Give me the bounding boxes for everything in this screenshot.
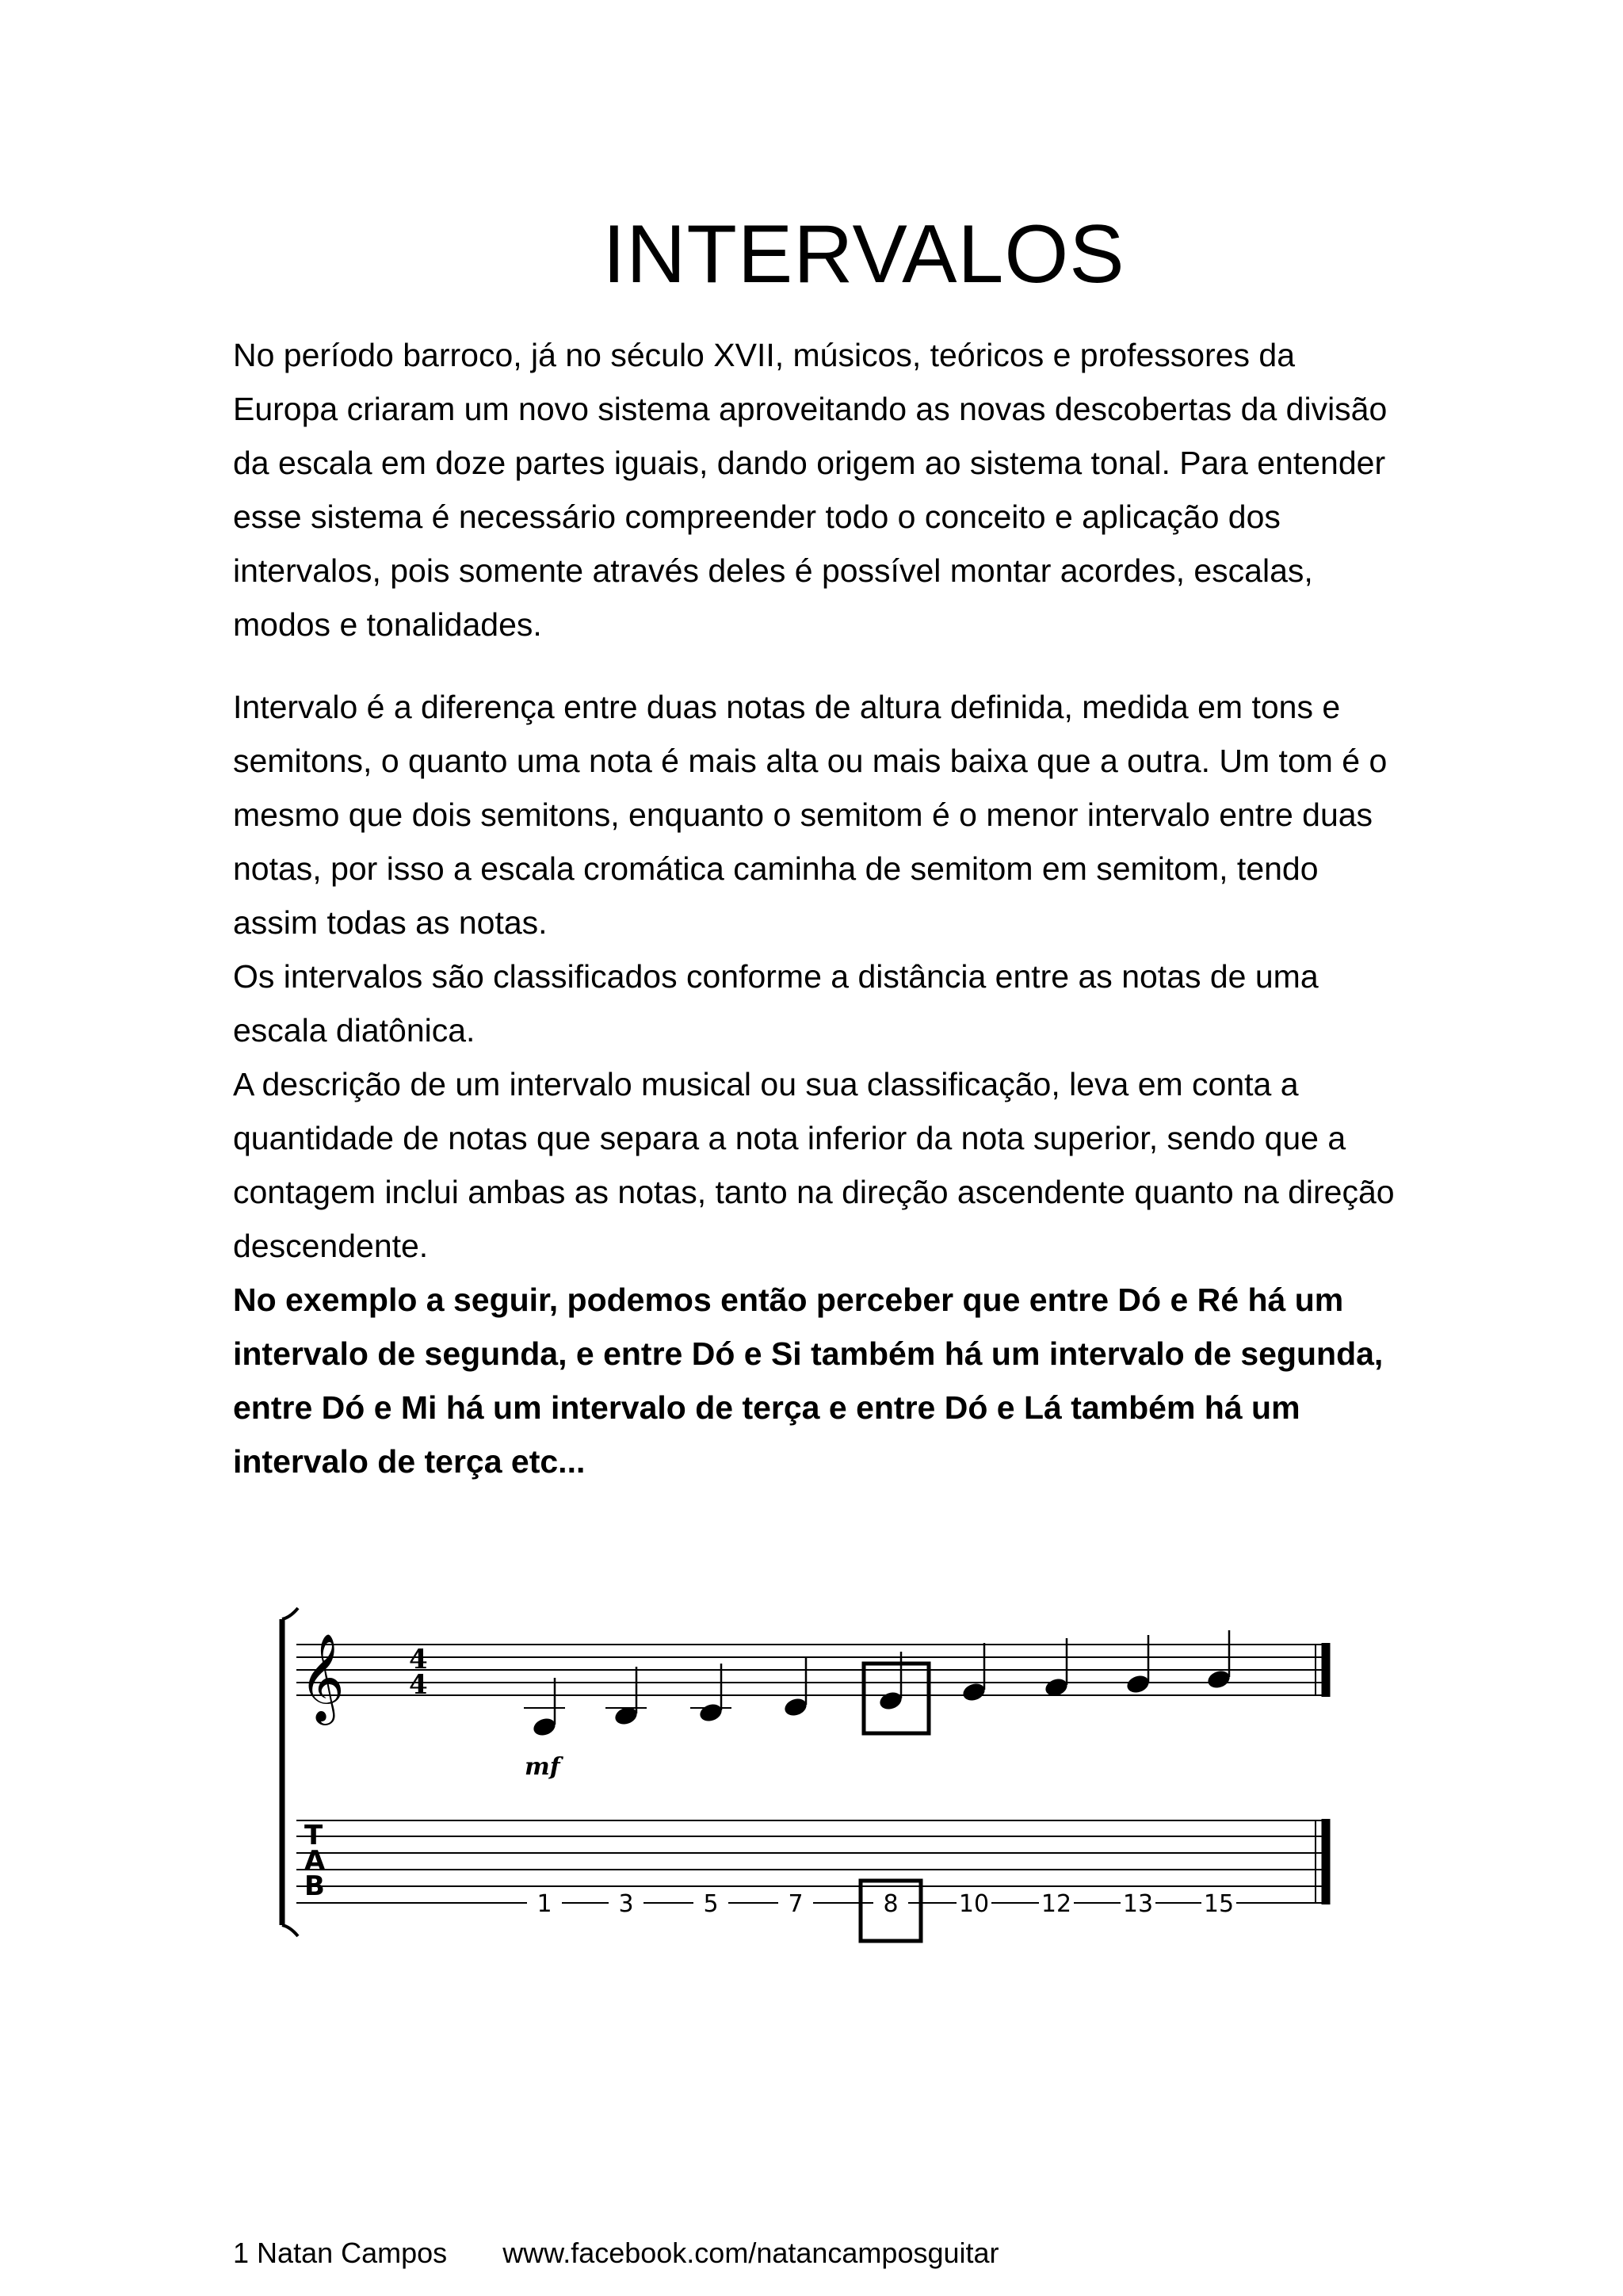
- interval-paragraph-block: [233, 680, 1398, 1488]
- note-head: [960, 1681, 987, 1703]
- fret-number: 3: [618, 1890, 634, 1918]
- footer-url: www.facebook.com/natancamposguitar: [502, 2237, 999, 2269]
- note: [1205, 1630, 1232, 1690]
- note: [524, 1678, 565, 1738]
- fret-number: 1: [537, 1890, 552, 1918]
- note-head: [697, 1702, 724, 1724]
- time-signature-top: 4: [409, 1644, 428, 1675]
- fret-number: 8: [883, 1890, 899, 1918]
- system-bracket: [282, 1608, 298, 1936]
- tab-label-t: T: [304, 1820, 323, 1851]
- fret-number-group: [527, 1881, 1236, 1941]
- music-notation-figure: [269, 1597, 1347, 1946]
- intro-paragraph-block: [233, 328, 1398, 651]
- tab-staff-lines: [296, 1820, 1330, 1903]
- treble-clef-icon: 𝄞: [300, 1633, 345, 1721]
- note-group: [524, 1630, 1232, 1738]
- footer-author: Natan Campos: [257, 2237, 448, 2269]
- footer-page-number: 1: [233, 2237, 250, 2269]
- tab-label: [304, 1820, 326, 1902]
- tab-label-b: B: [304, 1870, 325, 1902]
- note: [690, 1664, 731, 1724]
- note-head: [531, 1716, 557, 1738]
- paragraph-classification: Os intervalos são classificados conforme a distância entre as notas de uma escala diatônica.: [233, 958, 1319, 1049]
- paragraph-description: A descrição de um intervalo musical ou sua classificação, leva em conta a quantidade de notas que separa a nota inferior da nota superior, sendo que a contagem inclui ambas as notas, tanto na direção ascendente quanto na direção descendente.: [233, 1066, 1395, 1264]
- fret-number: 12: [1041, 1890, 1072, 1918]
- note-head: [877, 1690, 903, 1712]
- dynamic-marking: mf: [525, 1753, 560, 1781]
- note-head: [1125, 1673, 1151, 1695]
- time-signature-bottom: 4: [409, 1669, 428, 1701]
- fret-number: 15: [1203, 1890, 1235, 1918]
- staff-lines: [296, 1645, 1330, 1695]
- paragraph-intro: No período barroco, já no século XVII, músicos, teóricos e professores da Europa criaram um novo sistema aproveitando as novas descobertas da divisão da escala em doze partes iguais, dando origem ao sistema tonal. Para entender esse sistema é necessário compreender todo o conceito e aplicação dos intervalos, pois somente através deles é possível montar acordes, escalas, modos e tonalidades.: [233, 337, 1388, 643]
- note: [960, 1643, 987, 1703]
- paragraph-definition: Intervalo é a diferença entre duas notas de altura definida, medida em tons e semitons, o quanto uma nota é mais alta ou mais baixa que a outra. Um tom é o mesmo que dois semitons, enquanto o semitom é o menor intervalo entre duas notas, por isso a escala cromática caminha de semitom em semitom, tendo assim todas as notas.: [233, 689, 1388, 941]
- fret-number: 7: [788, 1890, 804, 1918]
- note: [605, 1667, 647, 1727]
- fret-number: 13: [1122, 1890, 1154, 1918]
- note-head: [782, 1696, 808, 1718]
- note: [1043, 1638, 1069, 1698]
- fret-number: 5: [703, 1890, 719, 1918]
- fret-number: 10: [958, 1890, 990, 1918]
- note-head: [1205, 1668, 1232, 1690]
- paragraph-example: No exemplo a seguir, podemos então perceber que entre Dó e Ré há um intervalo de segunda, e entre Dó e Si também há um intervalo de segunda, entre Dó e Mi há um intervalo de terça e entre Dó e Lá também há um intervalo de terça etc...: [233, 1282, 1384, 1480]
- footer: [233, 2237, 999, 2270]
- page-title: INTERVALOS: [602, 208, 1125, 300]
- tab-label-a: A: [304, 1845, 326, 1877]
- note: [782, 1658, 808, 1718]
